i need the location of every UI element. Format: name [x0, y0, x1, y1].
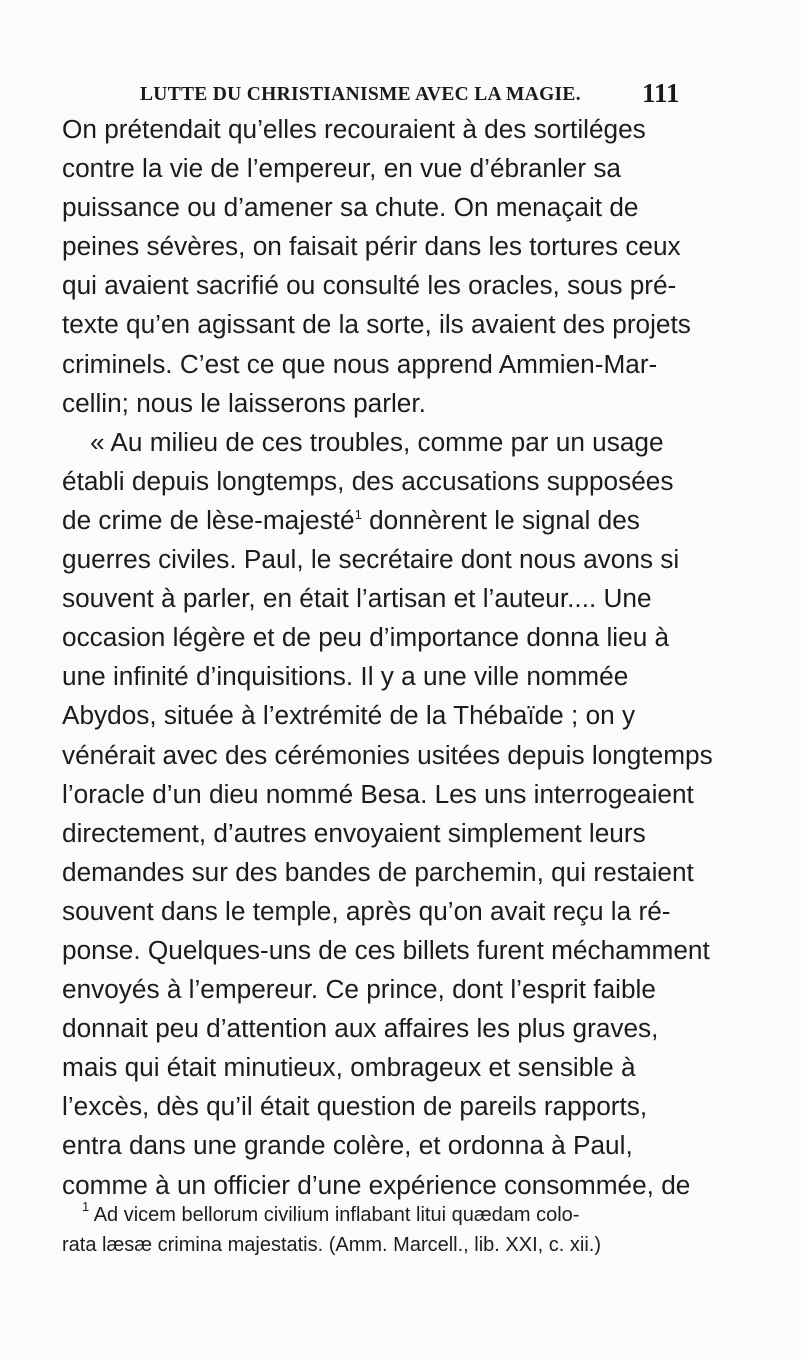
text-line: Abydos, située à l’extrémité de la Thébaïde ; on y — [62, 700, 636, 731]
text-line: donnait peu d’attention aux affaires les plus graves, — [62, 1013, 659, 1044]
text-line: qui avaient sacrifié ou consulté les oracles, sous pré- — [62, 270, 677, 301]
text-line: cellin; nous le laisserons parler. — [62, 387, 426, 418]
text-line: vénérait avec des cérémonies usitées depuis longtemps — [62, 739, 713, 770]
text-segment: donnèrent le signal des — [361, 504, 640, 535]
footnote-text: Ad vicem bellorum civilium inflabant litui quædam colo- — [89, 1204, 580, 1226]
text-line: « Au milieu de ces troubles, comme par un usage — [90, 426, 664, 457]
text-line: criminels. C’est ce que nous apprend Ammien-Mar- — [62, 348, 658, 379]
text-line-with-footnote — [62, 501, 772, 540]
text-line: l’excès, dès qu’il était question de pareils rapports, — [62, 1091, 648, 1122]
running-head — [140, 78, 770, 108]
footnote-line — [62, 1200, 772, 1230]
text-line: établi depuis longtemps, des accusations supposées — [62, 465, 674, 496]
text-line: contre la vie de l’empereur, en vue d’ébranler sa — [62, 153, 621, 184]
text-segment: de crime de lèse-majesté — [62, 504, 355, 535]
footnote-line: rata læsæ crimina majestatis. (Amm. Marcell., lib. XXI, c. xii.) — [62, 1234, 601, 1256]
footnotes — [62, 1200, 772, 1260]
text-line: demandes sur des bandes de parchemin, qui restaient — [62, 856, 694, 887]
text-line: peines sévères, on faisait périr dans les tortures ceux — [62, 231, 681, 262]
page-number: 111 — [642, 78, 680, 108]
text-line: une infinité d’inquisitions. Il y a une ville nommée — [62, 661, 629, 692]
footnote-reference: 1 — [354, 506, 362, 522]
text-line: directement, d’autres envoyaient simplement leurs — [62, 817, 646, 848]
text-line: comme à un officier d’une expérience consommée, de — [62, 1169, 691, 1200]
text-line: guerres civiles. Paul, le secrétaire dont nous avons si — [62, 544, 680, 575]
text-line: puissance ou d’amener sa chute. On menaçait de — [62, 192, 639, 223]
text-line: souvent dans le temple, après qu’on avait reçu la ré- — [62, 895, 671, 926]
text-line: entra dans une grande colère, et ordonna à Paul, — [62, 1130, 633, 1161]
text-line: texte qu’en agissant de la sorte, ils avaient des projets — [62, 309, 691, 340]
text-line: occasion légère et de peu d’importance donna lieu à — [62, 622, 670, 653]
text-line: envoyés à l’empereur. Ce prince, dont l’esprit faible — [62, 974, 656, 1005]
text-line: souvent à parler, en était l’artisan et l’auteur.... Une — [62, 583, 652, 614]
text-line: mais qui était minutieux, ombrageux et sensible à — [62, 1052, 636, 1083]
text-line: On prétendait qu’elles recouraient à des sortiléges — [62, 114, 646, 144]
text-line: l’oracle d’un dieu nommé Besa. Les uns interrogeaient — [62, 778, 694, 809]
running-title: LUTTE DU CHRISTIANISME AVEC LA MAGIE. — [140, 84, 581, 105]
body-text — [62, 110, 772, 1205]
footnote-marker: 1 — [82, 1199, 90, 1214]
text-line: ponse. Quelques-uns de ces billets furent méchamment — [62, 934, 710, 965]
